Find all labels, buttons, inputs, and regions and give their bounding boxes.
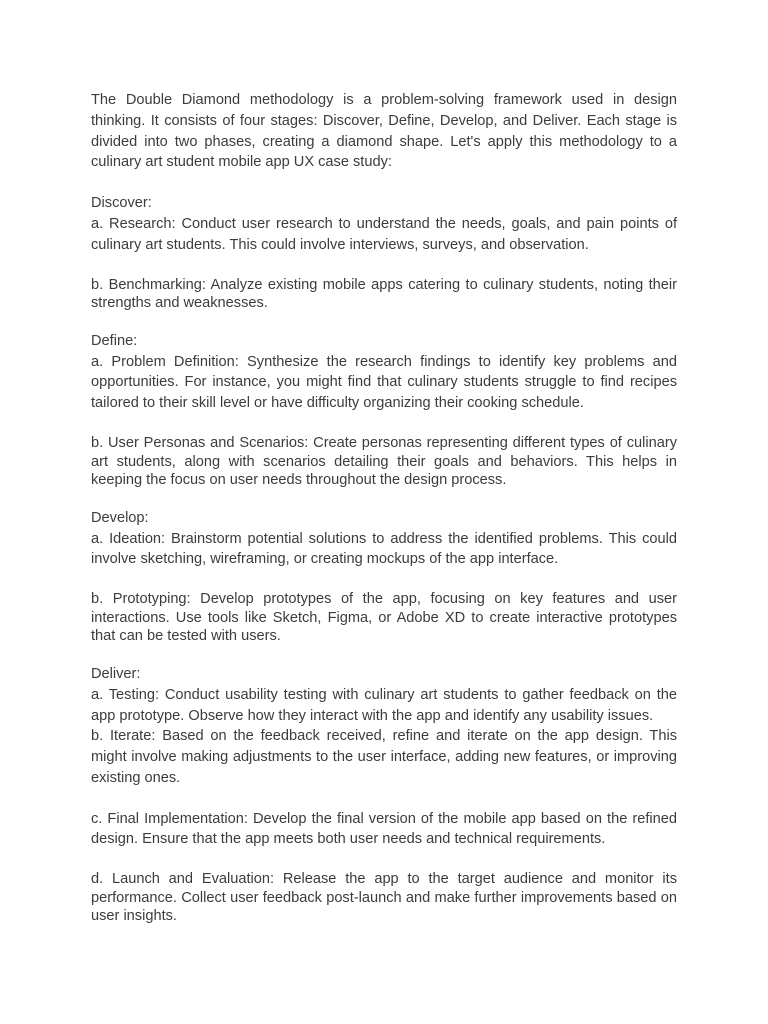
intro-paragraph: The Double Diamond methodology is a problem-solving framework used in design thinking. It consists of four stages: Discover, Define, Develop, and Deliver. Each stage is divided into two phases, creating a diamond shape. Let's apply this methodology to a culinary art student mobile app UX case study: — [91, 92, 677, 171]
discover-research-paragraph: a. Research: Conduct user research to understand the needs, goals, and pain points of culinary art students. This could involve interviews, surveys, and observation. — [91, 215, 677, 253]
deliver-testing-paragraph: a. Testing: Conduct usability testing with culinary art students to gather feedback on the app prototype. Observe how they interact with the app and identify any usability issues. — [91, 686, 677, 724]
discover-heading: Discover: — [91, 195, 152, 212]
deliver-launch-paragraph: d. Launch and Evaluation: Release the app to the target audience and monitor its performance. Collect user feedback post-launch and make further improvements based on user insights. — [91, 871, 677, 925]
develop-prototyping-paragraph: b. Prototyping: Develop prototypes of the app, focusing on key features and user interactions. Use tools like Sketch, Figma, or Adobe XD to create interactive prototypes that can be tested with users. — [91, 591, 677, 645]
define-problem-paragraph: a. Problem Definition: Synthesize the research findings to identify key problems and opportunities. For instance, you might find that culinary students struggle to find recipes tailored to their skill level or have difficulty organizing their cooking schedule. — [91, 353, 677, 412]
define-heading: Define: — [91, 332, 138, 349]
document-page — [91, 90, 677, 926]
deliver-heading: Deliver: — [91, 665, 141, 682]
develop-heading: Develop: — [91, 509, 149, 526]
define-personas-paragraph: b. User Personas and Scenarios: Create personas representing different types of culinary art students, along with scenarios detailing their goals and behaviors. This helps in keeping the focus on user needs throughout the design process. — [91, 434, 677, 489]
deliver-final-implementation-paragraph: c. Final Implementation: Develop the final version of the mobile app based on the refined design. Ensure that the app meets both user needs and technical requirements. — [91, 810, 677, 848]
discover-benchmarking-paragraph: b. Benchmarking: Analyze existing mobile apps catering to culinary students, noting their strengths and weaknesses. — [91, 276, 677, 312]
develop-ideation-paragraph: a. Ideation: Brainstorm potential solutions to address the identified problems. This could involve sketching, wireframing, or creating mockups of the app interface. — [91, 530, 677, 568]
deliver-iterate-paragraph: b. Iterate: Based on the feedback received, refine and iterate on the app design. This might involve making adjustments to the user interface, adding new features, or improving existing ones. — [91, 728, 677, 786]
